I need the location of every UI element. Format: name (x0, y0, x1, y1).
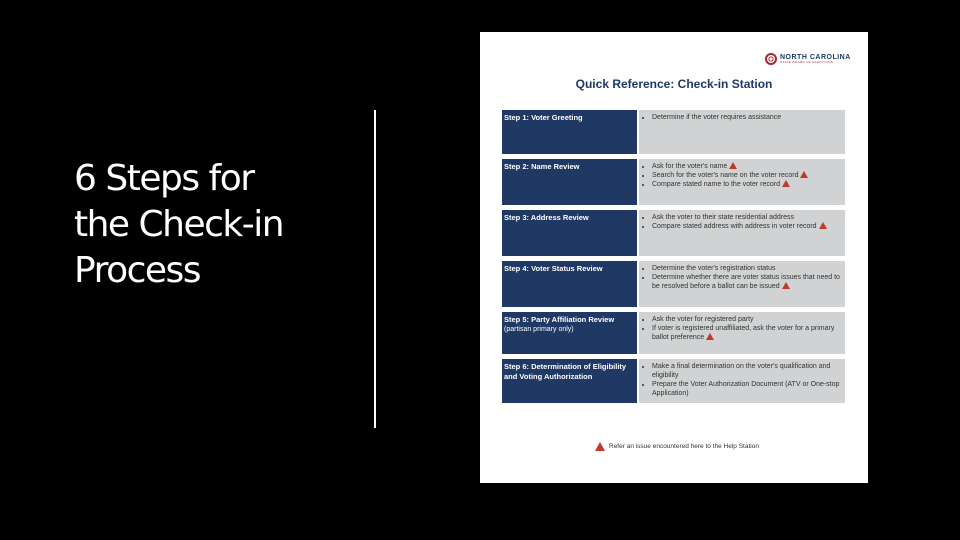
step-bullet: • Determine if the voter requires assistance (652, 113, 842, 122)
step-row (502, 110, 845, 154)
step-sublabel: (partisan primary only) (504, 326, 574, 333)
step-details (639, 110, 845, 154)
step-bullet: • Determine the voter's registration status (652, 264, 842, 273)
step-bullet: • Ask the voter for registered party (652, 315, 842, 324)
warning-icon (706, 333, 714, 340)
step-bullet: • Prepare the Voter Authorization Document (ATV or One-stop Application) (652, 380, 842, 398)
step-label: Step 4: Voter Status Review (502, 261, 637, 307)
step-bullet: Determine whether there are voter status issues that need to be resolved before a ballot can be issued (652, 274, 840, 290)
divider-line (374, 110, 376, 428)
step-details (639, 210, 845, 256)
step-row (502, 159, 845, 205)
step-details (639, 159, 845, 205)
warning-icon (782, 180, 790, 187)
nc-elections-logo (765, 52, 851, 66)
step-bullet: • Make a final determination on the voter's qualification and eligibility (652, 362, 842, 380)
step-bullet: Compare stated name to the voter record (652, 181, 781, 188)
step-bullet: • Ask the voter to their state residential address (652, 213, 842, 222)
step-details (639, 312, 845, 354)
logo-name: NORTH CAROLINA (780, 54, 851, 61)
step-label: Step 2: Name Review (502, 159, 637, 205)
step-bullet: Search for the voter's name on the voter record (652, 172, 799, 179)
step-row (502, 261, 845, 307)
step-bullet: Compare stated address with address in voter record (652, 223, 817, 230)
step-row (502, 210, 845, 256)
step-row (502, 359, 845, 403)
quick-reference-document (480, 32, 868, 483)
step-label: Step 5: Party Affiliation Review (partisan primary only) (502, 312, 637, 354)
footnote (593, 442, 759, 451)
step-bullet: Ask for the voter's name (652, 163, 728, 170)
state-seal-icon (765, 53, 777, 65)
warning-icon (800, 171, 808, 178)
step-details (639, 261, 845, 307)
step-bullet: If voter is registered unaffiliated, ask the voter for a primary ballot preference (652, 325, 835, 341)
warning-icon (782, 282, 790, 289)
slide-title: 6 Steps for the Check-in Process (74, 158, 284, 291)
logo-subtitle: STATE BOARD OF ELECTIONS (780, 60, 834, 64)
warning-icon (819, 222, 827, 229)
warning-icon (729, 162, 737, 169)
step-row (502, 312, 845, 354)
step-details (639, 359, 845, 403)
step-label: Step 3: Address Review (502, 210, 637, 256)
step-label: Step 6: Determination of Eligibility and Voting Authorization (502, 359, 637, 403)
footnote-text: Refer an issue encountered here to the Help Station (609, 443, 759, 450)
warning-icon (595, 442, 605, 451)
step-label: Step 1: Voter Greeting (502, 110, 637, 154)
document-title: Quick Reference: Check-in Station (575, 77, 773, 91)
